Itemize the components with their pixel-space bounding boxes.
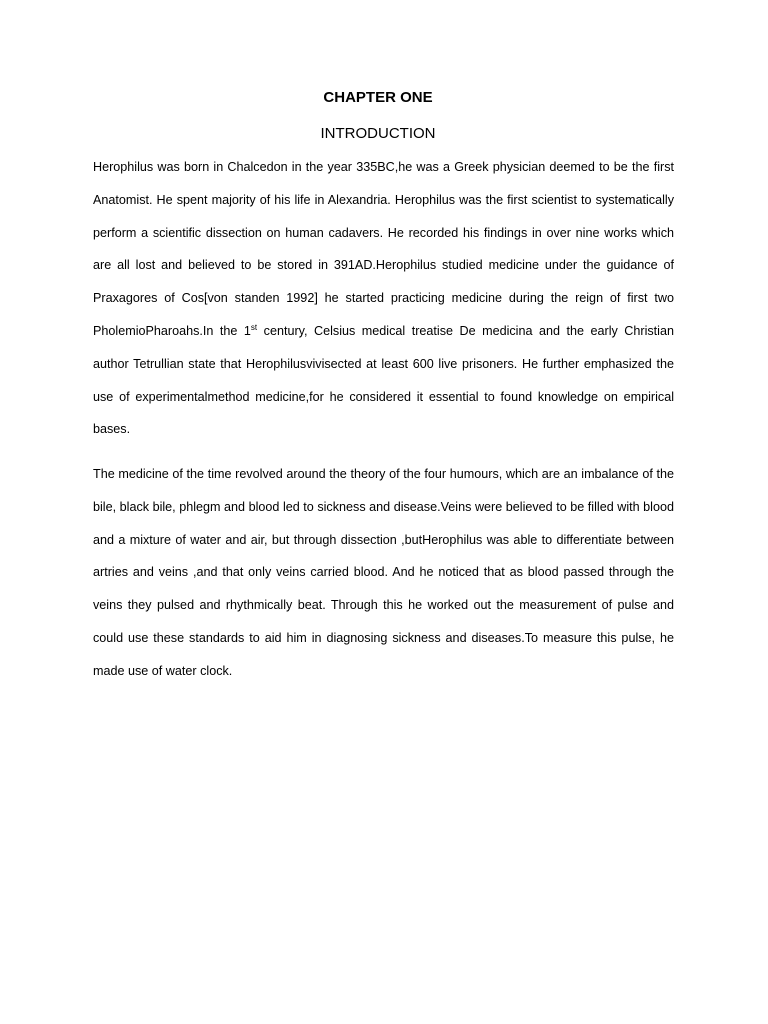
body-paragraph-2: The medicine of the time revolved around the theory of the four humours, which are an imbalance of the bile, black bile, phlegm and blood led to sickness and disease.Veins were believed to be filled with blood and a mixture of water and air, but through dissection ,butHerophilus was able to differentiate between artries and veins ,and that only veins carried blood. And he noticed that as blood passed through the veins they pulsed and rhythmically beat. Through this he worked out the measurement of pulse and could use these standards to aid him in diagnosing sickness and diseases.To measure this pulse, he made use of water clock. xyxy=(93,467,674,678)
section-title: INTRODUCTION xyxy=(320,125,436,142)
body-paragraph-1 xyxy=(93,151,674,446)
chapter-title: CHAPTER ONE xyxy=(323,89,433,106)
ordinal-superscript: st xyxy=(250,322,258,332)
paragraph-1-text-end: century, Celsius medical treatise De medicina and the early Christian author Tetrullian state that Herophilusvivisected at least 600 live prisoners. He further emphasized the use of experimentalmethod medicine,for he considered it essential to found knowledge on empirical bases. xyxy=(93,323,674,437)
paragraph-1-text-start: Herophilus was born in Chalcedon in the year 335BC,he was a Greek physician deemed to be the first Anatomist. He spent majority of his life in Alexandria. Herophilus was the first scientist to systematically perform a scientific dissection on human cadavers. He recorded his findings in over nine works which are all lost and believed to be stored in 391AD.Herophilus studied medicine under the guidance of Praxagores of Cos[von standen 1992] he started practicing medicine during the reign of first two PholemioPharoahs.In the 1 xyxy=(93,160,674,338)
